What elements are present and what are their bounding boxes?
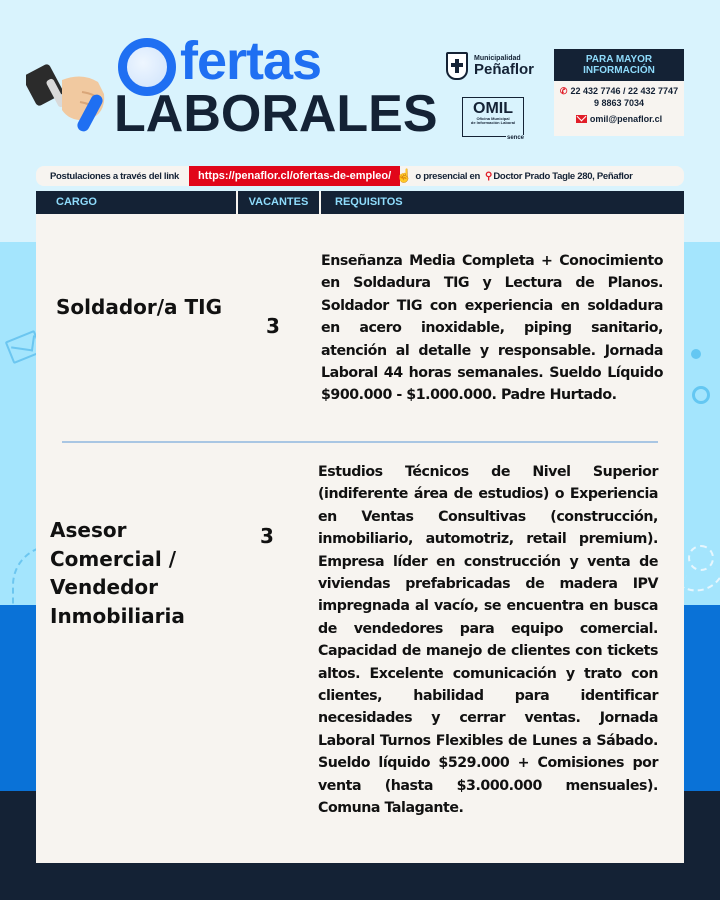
table-header (36, 191, 684, 214)
mail-icon (576, 115, 587, 123)
contact-email[interactable] (554, 113, 684, 125)
email-address[interactable]: omil@penaflor.cl (589, 114, 663, 124)
table-body (36, 214, 684, 863)
column-header-requisitos: REQUISITOS (321, 191, 684, 214)
hand-holding-magnifier-icon (26, 58, 118, 126)
apply-link[interactable]: https://penaflor.cl/ofertas-de-empleo/ (189, 166, 400, 186)
contact-mobile[interactable]: 9 8863 7034 (593, 98, 645, 108)
municipality-label: Municipalidad (474, 55, 521, 62)
contact-heading-line-2: INFORMACIÓN (583, 65, 655, 76)
row-divider (62, 441, 658, 443)
row-2-requisitos: Estudios Técnicos de Nivel Superior (indiferente área de estudios) o Experiencia en Ventas Consultivas (construcción, inmobiliario, automotriz, retail premium). Empresa líder en construcción y venta de viviendas prefabricadas de madera IPV impregnada al vacío, se encuentra en busca de vendedores para equipo comercial. Capacidad de manejo de clientes con tickets altos. Excelente comunicación y trato con clientes, habilidad para identificar necesidades y cerrar ventas. Jornada Laboral Turnos Flexibles de Lunes a Sábado. Sueldo líquido $529.000 + Comisiones por venta (hasta $3.000.000 mensuales). Comuna Talagante. (318, 464, 658, 817)
title-ofertas: fertas (180, 31, 322, 91)
apply-address: Doctor Prado Tagle 280, Peñaflor (493, 170, 633, 182)
municipal-shield-icon (446, 52, 468, 80)
municipality-name: Peñaflor (474, 61, 535, 78)
row-2-cargo (50, 516, 220, 630)
ring-decoration (692, 386, 710, 404)
municipality-logo (446, 52, 534, 80)
row-1-requisitos: Enseñanza Media Completa + Conocimiento en Soldadura TIG y Lectura de Planos. Soldador TIG con experiencia en soldadura en acero inoxidable, piping sanitario, atención al detalle y responsable. Jornada Laboral 44 horas semanales. Sueldo Líquido $900.000 - $1.000.000. Padre Hurtado. (321, 253, 663, 404)
row-2-vacantes: 3 (260, 524, 274, 548)
title-laborales: LABORALES (114, 85, 438, 143)
contact-phones (554, 85, 684, 97)
omil-subtitle-1: Oficina Municipal (476, 116, 510, 121)
dot-decoration (691, 349, 701, 359)
ofertas-laborales-logo (22, 31, 438, 148)
apply-label: Postulaciones a través del link (50, 170, 180, 182)
row-2-cargo-text: Asesor Comercial / Vendedor Inmobiliaria (50, 518, 185, 628)
column-header-vacantes: VACANTES (238, 191, 319, 214)
phone-icon: ✆ (559, 86, 568, 96)
pointer-hand-icon: ☝ (396, 168, 413, 183)
row-1-cargo: Soldador/a TIG (56, 295, 222, 319)
column-header-cargo: CARGO (36, 191, 236, 214)
contact-heading (554, 49, 684, 81)
row-1-vacantes: 3 (266, 314, 280, 338)
contact-info-box (554, 49, 684, 136)
phone-numbers[interactable]: 22 432 7746 / 22 432 7747 (570, 86, 679, 96)
application-strip (36, 166, 684, 186)
omil-title: OMIL (473, 100, 513, 117)
apply-or-text: o presencial en (415, 170, 481, 182)
contact-heading-line-1: PARA MAYOR (585, 54, 653, 65)
sence-logo: sence (506, 135, 524, 141)
location-pin-icon: ⚲ (485, 170, 493, 182)
omil-subtitle-2: de Información Laboral (470, 120, 516, 126)
omil-logo (462, 97, 524, 141)
